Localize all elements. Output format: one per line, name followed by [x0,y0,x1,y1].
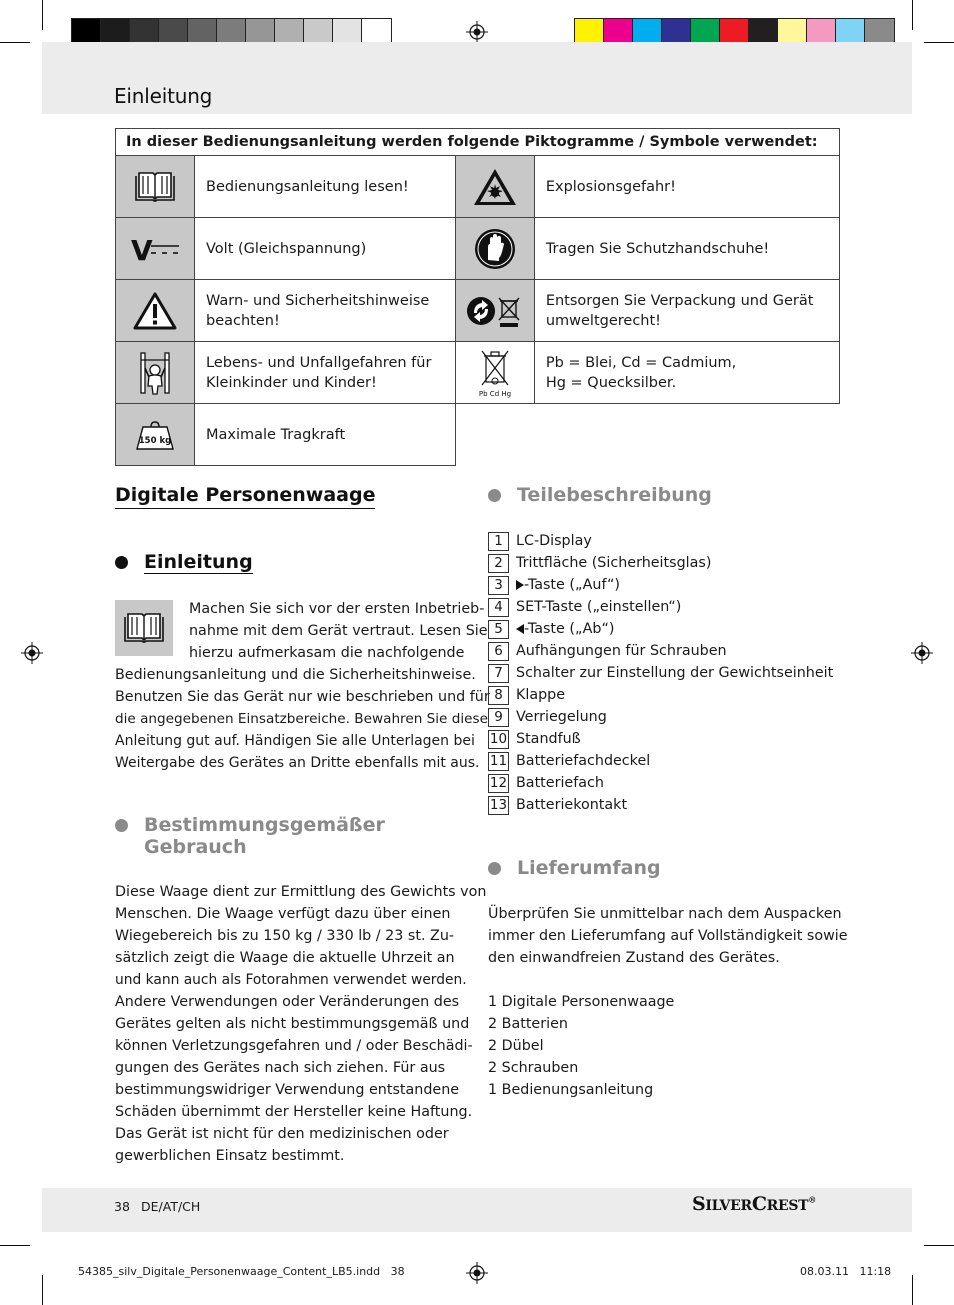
weight-icon [116,404,195,466]
pictogram-text: Maximale Tragkraft [195,404,456,466]
usage-paragraph: Diese Waage dient zur Ermittlung des Gewichts von Menschen. Die Waage verfügt dazu über einen Wiegebereich bis zu 150 kg / 330 lb / 23 st. Zu- sätzlich zeigt die Waage die aktuelle Uhrzeit an und kann auch als Fotorahmen verwendet werden. Andere Verwendungen oder Veränderungen des Gerätes gelten als nicht bestimmungsgemäß und können Verletzungsgefahren und / oder Beschädi- gungen des Gerätes nach sich ziehen. Für aus bestimmungswidriger Verwendung entstandene Schäden übernimmt der Hersteller keine Haftung. Das Gerät ist nicht für den medizinischen oder gewerblichen Einsatz bestimmt. [115,884,487,1164]
crop-mark [924,1245,954,1246]
list-item: 1 Bedienungsanleitung [488,1082,654,1098]
pictogram-text: Entsorgen Sie Verpackung und Gerät umweltgerecht! [534,280,839,342]
file-info: 54385_silv_Digitale_Personenwaage_Content_LB5.indd 38 [78,1265,405,1278]
pictogram-text: Lebens- und Unfallgefahren für Kleinkinder und Kinder! [195,342,456,404]
pictogram-text: Pb = Blei, Cd = Cadmium, Hg = Quecksilber. [534,342,839,404]
list-item: 2 Batterien [488,1016,568,1032]
crop-mark [42,0,43,30]
registration-mark-icon [466,21,488,43]
intro-paragraph: Bedienungsanleitung und die Sicherheitshinweise. Benutzen Sie das Gerät nur wie beschrieben und für die angegebenen Einsatzbereiche. Bewahren Sie diese Anleitung gut auf. Händigen Sie alle Unterlagen bei Weitergabe des Gerätes an Dritte ebenfalls mit aus. [115,667,490,771]
bullet-icon [488,862,501,875]
gloves-icon [455,218,534,280]
pictogram-text: Warn- und Sicherheitshinweise beachten! [195,280,456,342]
list-item: 9 Verriegelung [488,706,833,728]
list-item: 8 Klappe [488,684,833,706]
pictogram-table [115,128,840,466]
list-item: 3 -Taste („Auf“) [488,574,833,596]
explosion-icon [455,156,534,218]
section-heading-parts: Teilebeschreibung [488,484,712,506]
list-item: 11 Batteriefachdeckel [489,752,651,769]
battery-bin-icon [455,342,534,404]
crop-mark [42,1275,43,1305]
crop-mark [912,1275,913,1305]
list-item: 1 LC-Display [488,530,833,552]
bullet-icon [488,489,501,502]
list-item: 4 SET-Taste („einstellen“) [488,596,833,618]
brand-logo: SILVERCREST® [692,1193,816,1215]
registration-mark-icon [466,1262,488,1284]
list-item: 6 Aufhängungen für Schrauben [488,640,833,662]
battery-bin-label: Pb Cd Hg [478,389,511,398]
delivery-list [488,991,674,1101]
pictogram-text: Volt (Gleichspannung) [195,218,456,280]
warning-icon [116,280,195,342]
page-title: Einleitung [114,84,213,108]
intro-paragraph-top: Machen Sie sich vor der ersten Inbetrieb- nahme mit dem Gerät vertraut. Lesen Sie hierzu aufmerkasam die nachfolgende [189,601,488,661]
arrow-left-icon [516,624,524,634]
pictogram-text: Explosionsgefahr! [534,156,839,218]
list-item: 5 -Taste („Ab“) [488,618,833,640]
list-item: 7 Schalter zur Einstellung der Gewichtseinheit [488,662,833,684]
crop-mark [0,1245,30,1246]
list-item: 13 Batteriekontakt [489,796,628,813]
volt-dc-icon [116,218,195,280]
registration-mark-icon [911,642,933,664]
parts-list [488,530,833,816]
list-item: 10 Standfuß [489,730,581,747]
list-item: 2 Dübel [488,1038,544,1054]
section-heading-usage: Bestimmungsgemäßer Gebrauch [115,814,385,858]
page-number: 38 [114,1199,130,1214]
list-item: 2 Schrauben [488,1060,579,1076]
pictogram-table-heading: In dieser Bedienungsanleitung werden folgende Piktogramme / Symbole verwendet: [116,129,840,156]
pictogram-text: Tragen Sie Schutzhandschuhe! [534,218,839,280]
svg-text:V: V [131,233,153,264]
crop-mark [912,0,913,30]
arrow-right-icon [516,580,524,590]
section-heading-einleitung: Einleitung [115,551,253,573]
list-item: 1 Digitale Personenwaage [488,994,675,1010]
book-icon [115,600,173,656]
delivery-paragraph: Überprüfen Sie unmittelbar nach dem Auspacken immer den Lieferumfang auf Vollständigkeit sowie den einwandfreien Zustand des Gerätes. [488,906,848,966]
list-item: 2 Trittfläche (Sicherheitsglas) [488,552,833,574]
bullet-icon [115,556,128,569]
book-icon [116,156,195,218]
region-label: DE/AT/CH [141,1199,201,1214]
pictogram-text: Bedienungsanleitung lesen! [195,156,456,218]
weight-label: 150 kg [138,435,172,446]
bullet-icon [115,819,128,832]
child-danger-icon [116,342,195,404]
crop-mark [0,42,30,43]
product-heading: Digitale Personenwaage [115,484,375,509]
section-heading-delivery: Lieferumfang [488,857,661,879]
file-date: 08.03.11 11:18 [800,1265,892,1278]
list-item: 12 Batteriefach [489,774,604,791]
crop-mark [924,42,954,43]
recycling-icon [455,280,534,342]
registration-mark-icon [21,642,43,664]
